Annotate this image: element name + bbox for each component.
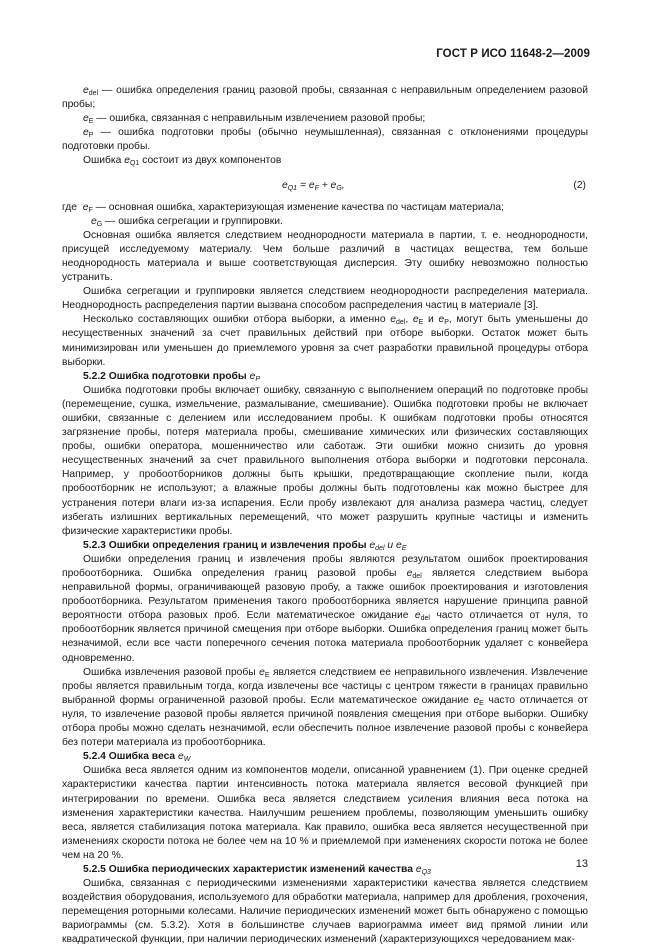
formula-number: (2) bbox=[573, 179, 586, 191]
document-body bbox=[62, 84, 588, 948]
paragraph: Ошибка веса является одним из компонентов модели, описанной уравнением (1). При оценке средней характеристики качества партии интенсивность потока материала является весовой функцией при интегрировании по времени. Ошибка веса является следствием усиления влияния веса потока на изменения характеристики качества. Наилучшим решением проблемы, позволяющим уменьшить ошибку веса, является стабилизация потока материала. Как правило, ошибка веса является несущественной при изменениях скорости потока не более чем на 10 % и приемлемой при изменениях скорости потока не более чем на 20 %. bbox=[62, 765, 588, 861]
section-heading bbox=[62, 370, 588, 384]
paragraph: $e_P$ — ошибка подготовки пробы (обычно неумышленная), связанная с отклонениями процедуры подготовки пробы. bbox=[62, 127, 588, 153]
page-header: ГОСТ Р ИСО 11648-2—2009 bbox=[436, 48, 590, 60]
section-heading-symbol: $e_{Q3}$ bbox=[415, 863, 431, 876]
formula-expression: $e_{Q1} = e_F + e_G$, bbox=[282, 179, 345, 192]
paragraph: $e_{del}$ — ошибка определения границ разовой пробы, связанная с неправильным определением разовой пробы; bbox=[62, 85, 588, 111]
paragraph: Ошибки определения границ и извлечения пробы являются результатом ошибок проектирования пробоотборника. Ошибка определения границ разовой пробы $e_{del}$ является следствием выбора неправильной формы, ограничивающей разовую пробу, а также ошибок проектирования и изготовления пробоотборника. Результатом применения такого пробоотборника является нарушение принципа равной вероятности отбора разовых проб. Если математическое ожидание $e_{del}$ часто отличается от нуля, то пробоотборник является причиной смещения при отборе выборки. Ошибка определения границ может быть незначимой, если все части поперечного сечения потока материала пробоотборник удаляет с конвейера одновременно. bbox=[62, 553, 588, 664]
paragraph: Несколько составляющих ошибки отбора выборки, а именно $e_{del}$, $e_E$ и $e_P$, могут быть уменьшены до несущественных значений за счет правильных действий при отборе выборки. Остаток может быть минимизирован или уменьшен до приемлемого уровня за счет разработки правильной процедуры отбора выборки. bbox=[62, 314, 589, 368]
section-heading-symbol: $e_W$ bbox=[178, 751, 191, 764]
formula bbox=[62, 175, 588, 199]
section-heading bbox=[62, 539, 588, 553]
paragraph: $e_E$ — ошибка, связанная с неправильным извлечением разовой пробы; bbox=[83, 113, 426, 126]
page-number: 13 bbox=[575, 858, 588, 870]
paragraph: Ошибка сегрегации и группировки является следствием неоднородности распределения материала. Неоднородность распределения партии вызвана способом распределения частиц в материале [3]. bbox=[62, 286, 588, 312]
section-heading-text: 5.2.3 Ошибки определения границ и извлечения пробы bbox=[83, 539, 370, 551]
section-heading-text: 5.2.2 Ошибка подготовки пробы bbox=[83, 370, 250, 382]
paragraph: Основная ошибка является следствием неоднородности материала в партии, т. е. неоднородности, присущей исследуемому материалу. Чем больше различий в частицах вещества, тем больше неоднородность материала и выше соответствующая дисперсия. Эту ошибку невозможно полностью устранить. bbox=[62, 229, 588, 284]
section-heading bbox=[62, 863, 588, 877]
paragraph: Ошибка $e_{Q1}$ состоит из двух компонентов bbox=[83, 155, 282, 168]
paragraph: где $e_F$ — основная ошибка, характеризующая изменение качества по частицам материала; bbox=[62, 201, 504, 214]
paragraph: $e_G$ — ошибка сегрегации и группировки. bbox=[91, 215, 283, 228]
paragraph: Ошибка, связанная с периодическими изменениями характеристики качества является следствием воздействия оборудования, используемого для обработки материала, например для дробления, грохочения, перемещения роторными колесами. Наличие периодических изменений может быть обнаружено с помощью вариограммы (см. 5.3.2). Хотя в большинстве случаев вариограмма имеет вид прямой линии или квадратической функции, при наличии периодических изменений (характеризующихся чередованием мак- bbox=[62, 878, 588, 946]
section-heading-text: 5.2.5 Ошибка периодических характеристик изменений качества bbox=[83, 863, 416, 875]
section-heading bbox=[62, 750, 588, 764]
paragraph: Ошибка подготовки пробы включает ошибку, связанную с выполнением операций по подготовке пробы (перемещение, сушка, измельчение, размалывание, смешивание). Ошибка подготовки пробы не включает ошибки, связанные с делением или исследованием пробы. К ошибкам подготовки пробы относятся загрязнение пробы, потеря материала пробы, смешивание химических или физических составляющих пробы, ошибки оператора, мошенничество или саботаж. Эти ошибки можно снизить до уровня несущественных значений за счет правильного выполнения отбора выборки и подготовки персонала. Например, у пробоотборников должны быть крышки, предотвращающие скопление пыли, когда пробоотборник не используют; а влажные пробы должны быть подготовлены как можно быстрее для устранения потери влаги из-за испарения. Если пробу извлекают для анализа размера частиц, следует избегать излишних вертикальных перемещений, что может разрушить крупные частицы и изменить физические характеристики пробы. bbox=[62, 384, 588, 537]
paragraph: Ошибка извлечения разовой пробы $e_E$ является следствием ее неправильного извлечения. Извлечение пробы является правильным тогда, когда извлечены все частицы с центром тяжести в границах правильно выбранной формы ограниченной разовой пробы. Если математическое ожидание $e_E$ часто отличается от нуля, то извлечение разовой пробы является причиной появления смещения при отборе выборки. Ошибку отбора пробы можно сделать незначимой, если обеспечить полное извлечение разовой пробы с конвейера без потери материала из пробоотборника. bbox=[62, 666, 589, 749]
section-heading-text: 5.2.4 Ошибка веса bbox=[83, 751, 179, 763]
section-heading-symbol: $e_{del}$ и $e_E$ bbox=[369, 539, 407, 552]
section-heading-symbol: $e_P$ bbox=[249, 370, 260, 383]
